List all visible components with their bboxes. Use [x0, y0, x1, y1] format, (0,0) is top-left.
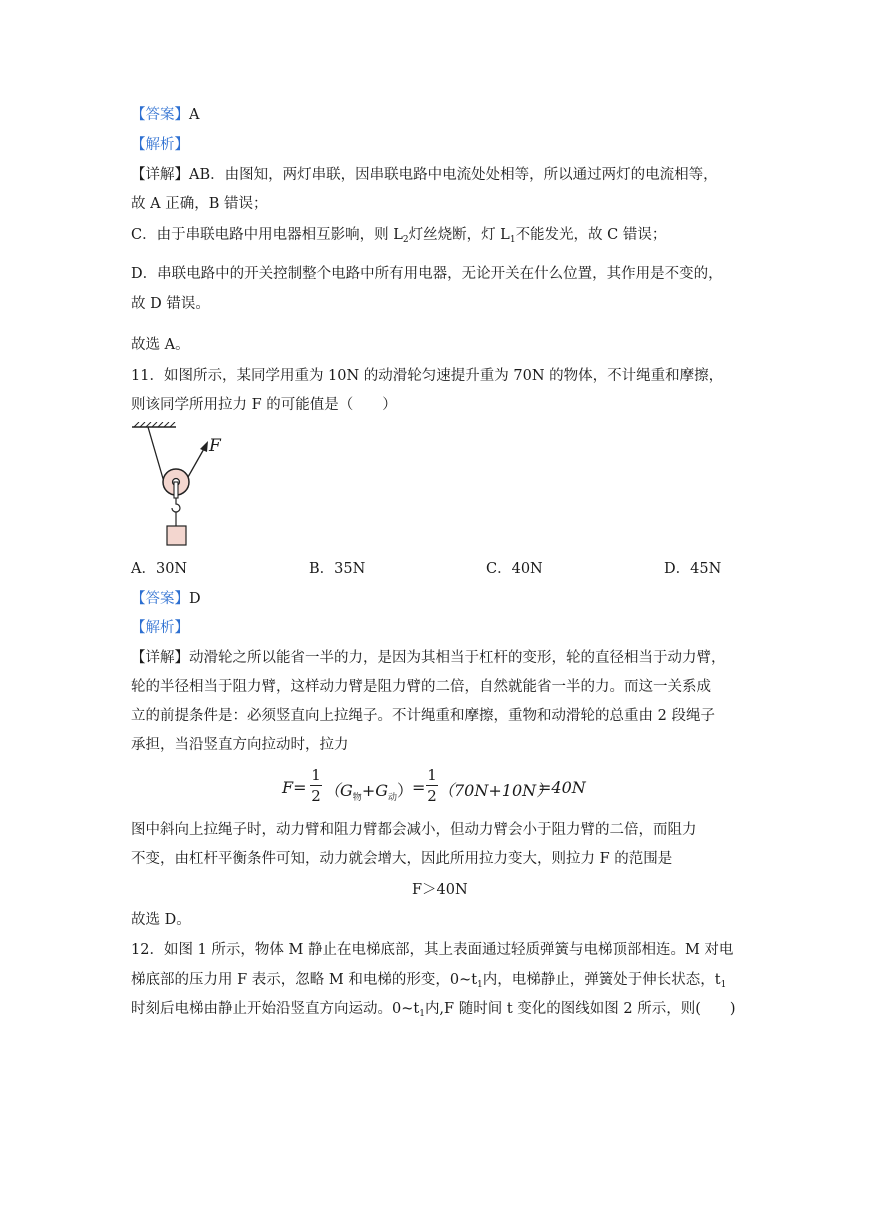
q11-choose: 故选 D。	[131, 912, 191, 928]
q12-stem-line-2	[131, 970, 726, 995]
q11-detail-line-2: 轮的半径相当于阻力臂，这样动力臂是阻力臂的二倍，自然就能省一半的力。而这一关系成	[131, 679, 711, 695]
c-text-b: 灯丝烧断，灯 L	[408, 227, 510, 243]
close-paren: ）	[397, 781, 414, 800]
formula-lhs: F=	[282, 778, 307, 797]
subscript: 1	[509, 235, 516, 245]
q10-analysis-tag: 【解析】	[131, 137, 189, 153]
q12-stem-line-3	[131, 999, 736, 1024]
q11-stem-line-2: 则该同学所用拉力 F 的可能值是（ ）	[131, 397, 397, 413]
q11-detail-line-1	[131, 648, 726, 668]
option-d: D．45N	[664, 561, 722, 577]
subscript: 1	[477, 980, 483, 990]
detail-tag: 【详解】	[131, 167, 189, 183]
q11-analysis-tag: 【解析】	[131, 620, 189, 636]
numerator: 1	[427, 766, 437, 784]
formula-terms	[324, 778, 413, 803]
q10-option-c-line	[131, 225, 666, 250]
sub-pulley: 动	[388, 793, 398, 803]
formula-fraction-2	[426, 766, 438, 805]
subscript: 2	[402, 235, 409, 245]
denominator: 2	[311, 787, 321, 805]
q11-stem-line-1: 11．如图所示，某同学用重为 10N 的动滑轮匀速提升重为 70N 的物体，不计绳重和摩擦，	[131, 368, 724, 384]
sub-object: 物	[352, 793, 362, 803]
q11-answer-line	[131, 589, 201, 609]
subscript: 1	[720, 980, 727, 990]
q11-detail-line-4: 承担，当沿竖直方向拉动时，拉力	[131, 737, 349, 753]
option-b: B．35N	[309, 561, 366, 577]
c-text-a: C．由于串联电路中用电器相互影响，则 L	[131, 227, 403, 243]
stem-text-b: 内，电梯静止，弹簧处于伸长状态，t	[482, 972, 721, 988]
pulley-figure	[128, 422, 228, 552]
q10-detail-line-2: 故 A 正确，B 错误；	[131, 196, 268, 212]
detail-text: AB．由图知，两灯串联，因串联电路中电流处处相等，所以通过两灯的电流相等，	[189, 167, 718, 183]
formula-eq2: =	[412, 778, 426, 797]
q12-stem-line-1: 12．如图 1 所示，物体 M 静止在电梯底部，其上表面通过轻质弹簧与电梯顶部相连。M 对电	[131, 942, 734, 958]
formula-values: （70N+10N）	[438, 781, 553, 800]
answer-tag: 【答案】	[131, 591, 189, 607]
answer-tag: 【答案】	[131, 107, 189, 123]
q10-option-d-line-2: 故 D 错误。	[131, 296, 210, 312]
detail-tag: 【详解】	[131, 650, 189, 666]
detail-text: 动滑轮之所以能省一半的力，是因为其相当于杠杆的变形，轮的直径相当于动力臂，	[189, 650, 726, 666]
q10-answer-line	[131, 105, 199, 125]
subscript: 1	[419, 1009, 425, 1019]
numerator: 1	[311, 766, 321, 784]
q11-range: F＞40N	[412, 882, 468, 898]
answer-value: D	[189, 591, 201, 607]
stem-text-b: 内,F 随时间 t 变化的图线如图 2 所示，则( )	[424, 1001, 736, 1017]
formula-fraction-1	[310, 766, 322, 805]
formula-result: =40N	[538, 778, 586, 797]
option-c: C．40N	[486, 561, 543, 577]
stem-text-a: 梯底部的压力用 F 表示，忽略 M 和电梯的形变，0~t	[131, 972, 478, 988]
answer-value: A	[189, 107, 200, 123]
term-g2: +G	[361, 781, 388, 800]
denominator: 2	[427, 787, 437, 805]
q11-after-line-2: 不变，由杠杆平衡条件可知，动力就会增大，因此所用拉力变大，则拉力 F 的范围是	[131, 851, 673, 867]
q10-option-d-line-1: D．串联电路中的开关控制整个电路中所有用电器，无论开关在什么位置，其作用是不变的，	[131, 266, 723, 282]
force-label: F	[209, 436, 221, 456]
q10-detail-line-1	[131, 165, 718, 185]
stem-text-a: 时刻后电梯由静止开始沿竖直方向运动。0~t	[131, 1001, 420, 1017]
q11-detail-line-3: 立的前提条件是：必须竖直向上拉绳子。不计绳重和摩擦，重物和动滑轮的总重由 2 段绳子	[131, 708, 715, 724]
c-text-c: 不能发光，故 C 错误；	[515, 227, 667, 243]
q10-choose: 故选 A。	[131, 337, 190, 353]
option-a: A．30N	[131, 561, 188, 577]
q11-after-line-1: 图中斜向上拉绳子时，动力臂和阻力臂都会减小，但动力臂会小于阻力臂的二倍，而阻力	[131, 822, 697, 838]
term-g1: （G	[324, 781, 353, 800]
